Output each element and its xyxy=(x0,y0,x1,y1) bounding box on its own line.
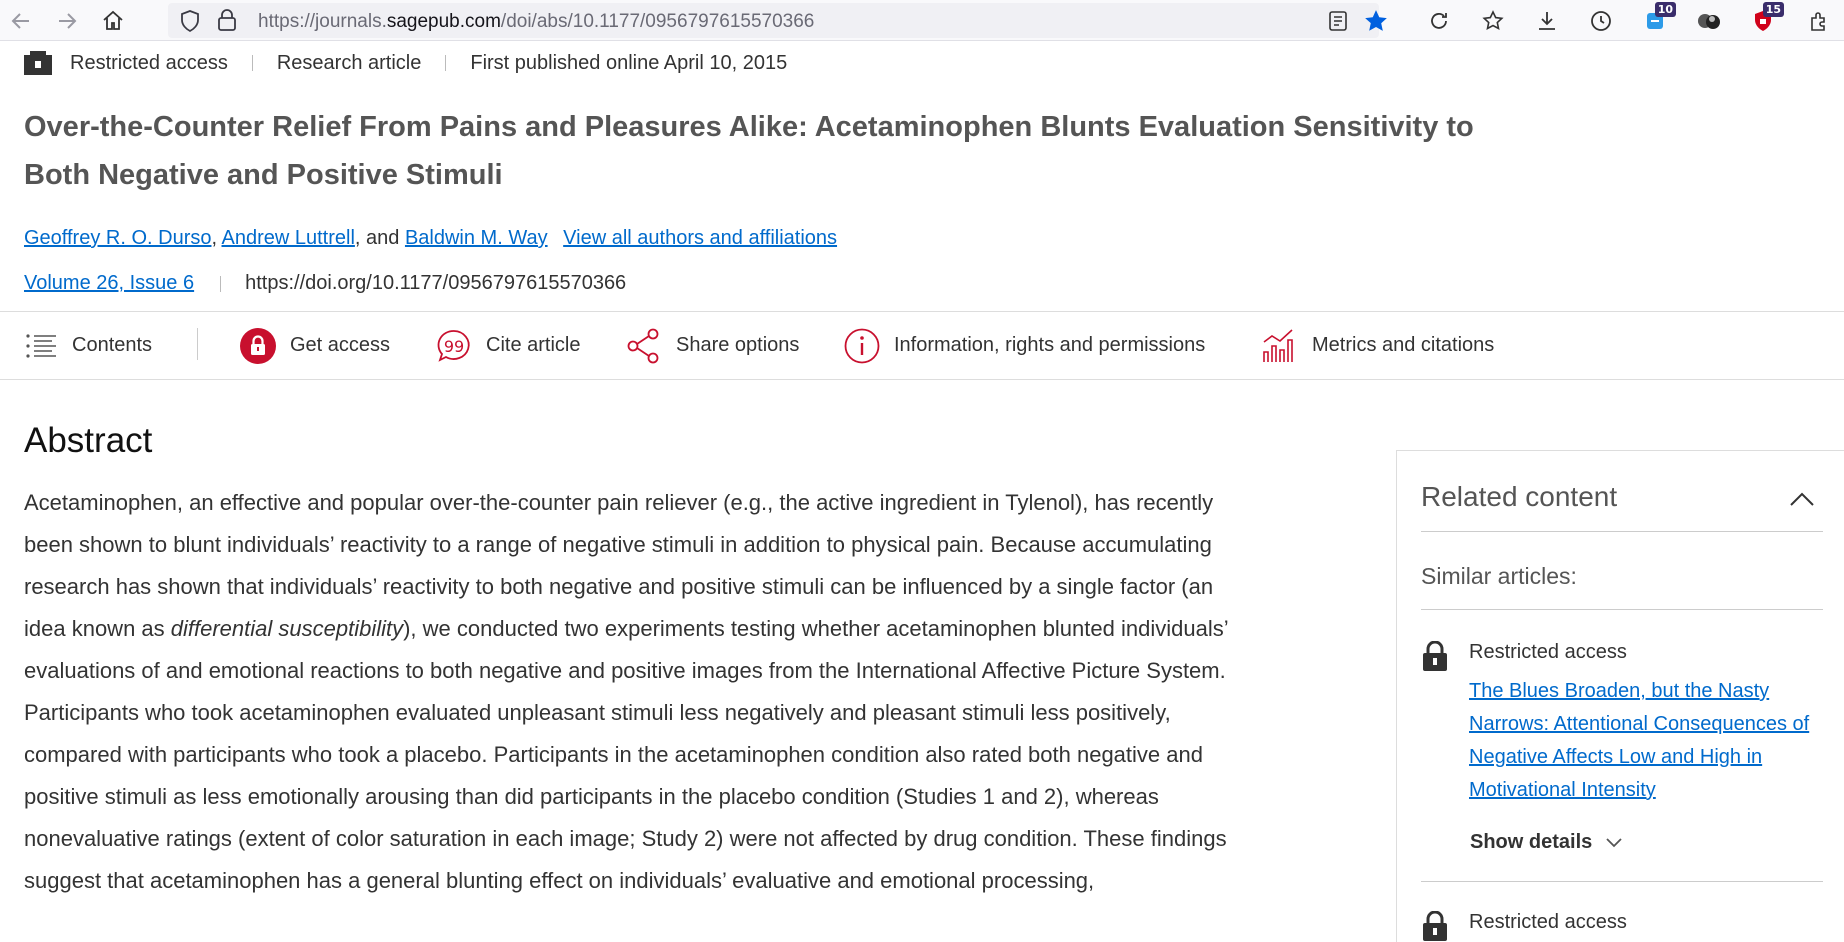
author-list: Geoffrey R. O. Durso, Andrew Luttrell, and Baldwin M. Way View all authors and affiliations xyxy=(24,227,838,249)
article-meta xyxy=(24,51,787,75)
divider xyxy=(1421,609,1823,610)
lock-circle-icon xyxy=(240,328,276,364)
history-button[interactable] xyxy=(1586,6,1616,36)
extensions-menu-button[interactable] xyxy=(1804,6,1834,36)
meta-divider xyxy=(252,55,253,71)
share-options-button[interactable]: Share options xyxy=(626,312,799,379)
show-details-button[interactable]: Show details xyxy=(1470,831,1622,854)
author-link[interactable]: Baldwin M. Way xyxy=(404,227,548,249)
shield-icon xyxy=(178,9,202,33)
publish-date: First published online April 10, 2015 xyxy=(470,51,788,74)
star-outline-icon xyxy=(1481,9,1505,33)
related-content-heading: Related content xyxy=(1421,481,1618,512)
collapse-button[interactable] xyxy=(1789,491,1815,512)
browser-toolbar xyxy=(0,0,1844,41)
arrow-right-icon xyxy=(56,10,78,32)
extension-c-button[interactable] xyxy=(1748,3,1781,36)
related-article-link[interactable]: The Blues Broaden, but the Nasty Narrows: Attentional Consequences of Negative Affects Low and High in Motivational Intensity xyxy=(1469,680,1810,801)
address-bar[interactable] xyxy=(168,3,1379,38)
bookmarks-button[interactable] xyxy=(1478,6,1508,36)
padlock-icon xyxy=(216,8,238,32)
lock-icon xyxy=(1421,641,1449,676)
divider xyxy=(1421,531,1823,532)
back-button[interactable] xyxy=(6,6,36,36)
chevron-down-icon xyxy=(1606,838,1622,848)
access-label: Restricted access xyxy=(70,51,228,74)
author-link[interactable]: Andrew Luttrell xyxy=(221,227,355,249)
volume-line xyxy=(24,272,626,295)
extension-a-badge: 10 xyxy=(1655,2,1676,17)
lock-icon xyxy=(1421,911,1449,942)
clock-icon xyxy=(1589,9,1613,33)
metrics-citations-button[interactable]: Metrics and citations xyxy=(1262,312,1494,379)
home-icon xyxy=(101,9,125,33)
view-all-authors-link[interactable]: View all authors and affiliations xyxy=(563,227,838,249)
meta-divider xyxy=(445,55,446,71)
extension-a-button[interactable] xyxy=(1640,3,1673,36)
home-button[interactable] xyxy=(98,6,128,36)
downloads-button[interactable] xyxy=(1532,6,1562,36)
bookmark-star-icon[interactable] xyxy=(1363,8,1389,34)
cite-article-button[interactable]: 99 Cite article xyxy=(436,312,580,379)
arrow-left-icon xyxy=(10,10,32,32)
similar-articles-label: Similar articles: xyxy=(1421,563,1577,589)
url-text[interactable]: https://journals.sagepub.com/doi/abs/10.1177/0956797615570366 xyxy=(258,11,815,32)
share-icon xyxy=(626,328,662,364)
reader-view-icon[interactable] xyxy=(1328,10,1348,32)
extension-b-icon xyxy=(1696,9,1722,33)
list-icon xyxy=(26,333,58,359)
volume-divider xyxy=(220,276,221,292)
related-access-label: Restricted access xyxy=(1469,911,1627,933)
chevron-up-icon xyxy=(1789,491,1815,507)
extension-c-badge: 15 xyxy=(1763,2,1784,17)
puzzle-icon xyxy=(1807,9,1831,33)
abstract-text: Acetaminophen, an effective and popular over-the-counter pain reliever (e.g., the active ingredient in Tylenol), has recently been shown to blunt individuals’ reactivity to a range of negative stimuli in addition to physical pain. Because accumulating research has shown that individuals’ reactivity to both negative and positive stimuli can be influenced by a single factor (an idea known as differential susceptibility), we conducted two experiments testing whether acetaminophen blunted individuals’ evaluations of and emotional reactions to both negative and positive images from the International Affective Picture System. Participants who took acetaminophen evaluated unpleasant stimuli less negatively and pleasant stimuli less positively, compared with participants who took a placebo. Participants in the acetaminophen condition also rated both negative and positive stimuli as less emotionally arousing than did participants in the placebo condition (Studies 1 and 2), whereas nonevaluative ratings (extent of color saturation in each image; Study 2) were not affected by drug condition. These findings suggest that acetaminophen has a general blunting effect on individuals’ evaluative and emotional processing, xyxy=(24,490,1228,893)
related-access-label: Restricted access xyxy=(1469,641,1627,663)
related-content-panel xyxy=(1396,450,1844,942)
article-title: Over-the-Counter Relief From Pains and Pleasures Alike: Acetaminophen Blunts Evaluation Sensitivity to Both Negative and Positive Stimuli xyxy=(24,111,1474,191)
restricted-lock-icon xyxy=(24,51,52,75)
author-link[interactable]: Geoffrey R. O. Durso xyxy=(24,227,212,249)
abstract-heading: Abstract xyxy=(24,421,153,460)
bar-chart-icon xyxy=(1262,328,1298,364)
get-access-button[interactable]: Get access xyxy=(240,312,390,379)
doi-text: https://doi.org/10.1177/0956797615570366 xyxy=(245,272,627,294)
article-toolbar xyxy=(0,311,1844,380)
information-rights-button[interactable]: Information, rights and permissions xyxy=(844,312,1205,379)
toolbar-divider xyxy=(197,328,198,360)
article-type: Research article xyxy=(276,51,422,74)
download-icon xyxy=(1535,9,1559,33)
divider xyxy=(1421,881,1823,882)
reload-button[interactable] xyxy=(1424,6,1454,36)
forward-button[interactable] xyxy=(52,6,82,36)
svg-text:99: 99 xyxy=(443,336,465,356)
reload-icon xyxy=(1427,9,1451,33)
extension-b-button[interactable] xyxy=(1694,6,1724,36)
quote-bubble-icon xyxy=(436,328,472,364)
contents-button[interactable]: Contents xyxy=(26,312,152,379)
info-circle-icon xyxy=(844,328,880,364)
volume-issue-link[interactable]: Volume 26, Issue 6 xyxy=(24,272,195,294)
